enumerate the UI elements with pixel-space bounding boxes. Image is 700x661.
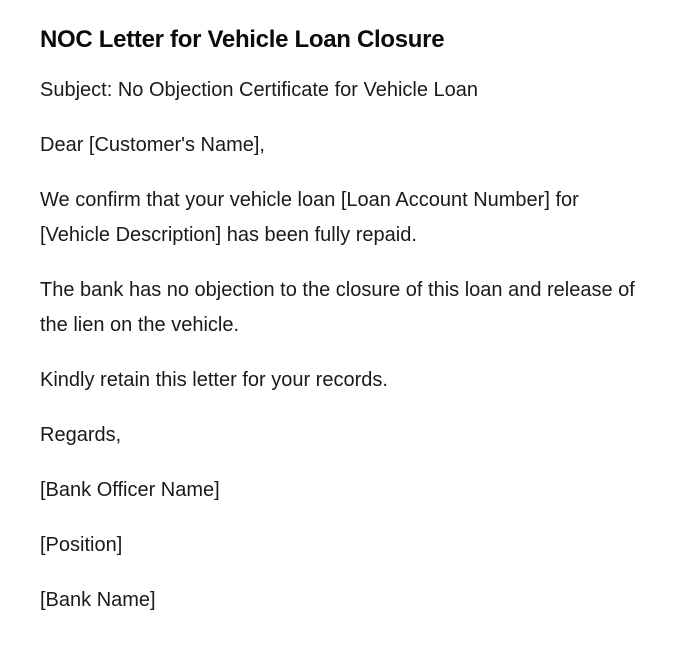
signature-position: [Position] xyxy=(40,534,123,556)
body-paragraph-no-objection: The bank has no objection to the closure of this loan and release of the lien on the vehicle. xyxy=(40,279,635,336)
document-title: NOC Letter for Vehicle Loan Closure xyxy=(40,26,445,53)
body-paragraph-confirmation: We confirm that your vehicle loan [Loan Account Number] for [Vehicle Description] has been fully repaid. xyxy=(40,189,579,246)
body-paragraph-retain: Kindly retain this letter for your records. xyxy=(40,369,388,391)
signature-officer-name: [Bank Officer Name] xyxy=(40,479,220,501)
closing: Regards, xyxy=(40,424,122,446)
subject-line: Subject: No Objection Certificate for Vehicle Loan xyxy=(40,79,479,101)
salutation: Dear [Customer's Name], xyxy=(40,134,265,156)
signature-bank-name: [Bank Name] xyxy=(40,589,156,611)
